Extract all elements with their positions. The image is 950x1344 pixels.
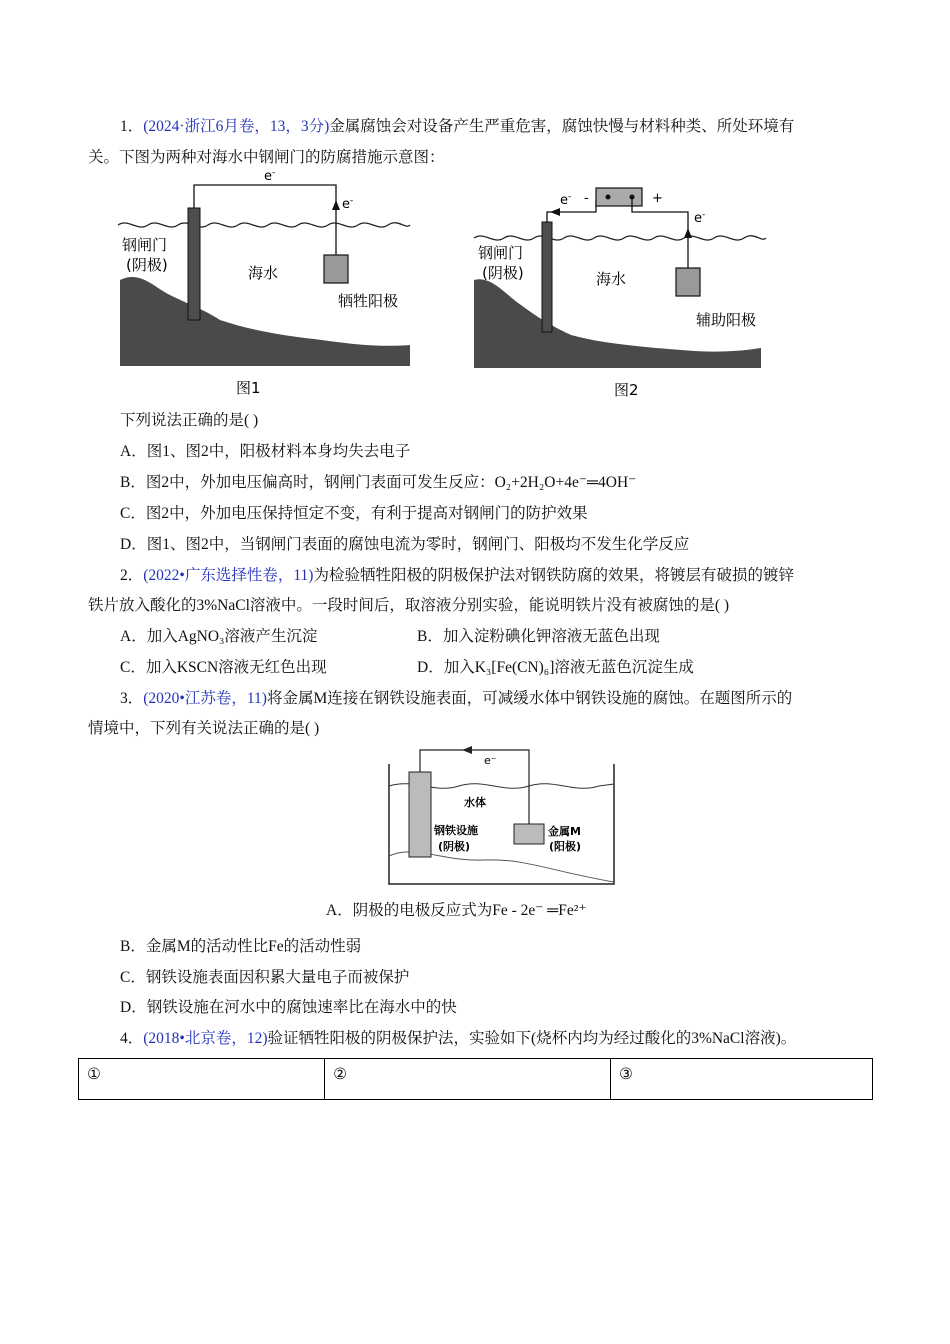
q4-experiment-table [78,1058,873,1100]
q1-number: 1． [120,118,144,135]
q1-source: (2024·浙江6月卷，13，3分) [143,118,330,135]
fig2-electron-label-left: e- [560,192,572,208]
fig3-metal-label: 金属M [548,825,581,838]
q3-number: 3． [120,690,144,707]
steel-gate-electrode [188,208,200,320]
fig2-electron-label-right: e- [694,210,706,226]
q3-line1 [120,688,792,710]
q1-question: 下列说法正确的是( ) [120,412,259,429]
fig1-electron-label-side: e- [342,196,354,212]
fig2-gate-label: 钢闸门 [478,244,524,262]
table-row [79,1059,873,1100]
fig2-minus-label: - [584,191,589,206]
q2-source: (2022•广东选择性卷，11) [143,567,314,584]
steel-gate-electrode-2 [542,222,552,332]
q1-line2: 关。下图为两种对海水中钢闸门的防腐措施示意图： [88,149,445,166]
sacrificial-anode-block [324,255,348,283]
fig1-gate-label: 钢闸门 [122,236,168,254]
q2-line2: 铁片放入酸化的3%NaCl溶液中。一段时间后，取溶液分别实验，能说明铁片没有被腐蚀的是( ) [88,597,730,614]
q4-source: (2018•北京卷，12) [143,1030,268,1047]
q3-option-a: A．阴极的电极反应式为Fe - 2e⁻ ═Fe²⁺ [326,902,587,919]
q3-stem-part1: 将金属M连接在钢铁设施表面，可减缓水体中钢铁设施的腐蚀。在题图所示的 [266,690,793,707]
q4-stem: 验证牺牲阳极的阴极保护法，实验如下(烧杯内均为经过酸化的3%NaCl溶液)。 [267,1030,797,1047]
q4-line1 [120,1028,796,1050]
q1-option-c: C．图2中，外加电压保持恒定不变，有利于提高对钢闸门的防护效果 [120,505,588,522]
fig3-water-label: 水体 [464,796,486,809]
q2-option-b: B．加入淀粉碘化钾溶液无蓝色出现 [417,628,660,645]
q4-number: 4． [120,1030,144,1047]
fig3-steel-label: 钢铁设施 [434,824,478,837]
fig3-metal-role: (阳极) [549,840,582,853]
q1-option-a: A．图1、图2中，阳极材料本身均失去电子 [120,443,411,460]
fig2-sea-label: 海水 [596,270,627,288]
auxiliary-anode-block [676,268,700,296]
q1-line1 [120,116,794,138]
fig1-electron-label-top: e- [264,170,276,184]
q2-line1 [120,565,794,587]
q1-stem-part1: 金属腐蚀会对设备产生严重危害，腐蚀快慢与材料种类、所处环境有 [329,118,795,135]
steel-facility-electrode [409,772,431,857]
table-header-1: ① [79,1059,325,1100]
fig2-cathode-label: (阴极) [482,264,524,282]
fig1-anode-label: 牺牲阳极 [338,292,399,310]
q3-option-c: C．钢铁设施表面因积累大量电子而被保护 [120,969,410,986]
q3-source: (2020•江苏卷，11) [143,690,267,707]
fig1-caption: 图1 [236,379,261,397]
figure-2-impressed-current [466,180,776,405]
figure-3-metal-m-protection [384,744,620,890]
fig2-plus-label: + [652,191,663,206]
table-header-3: ③ [610,1059,872,1100]
fig3-electron-label: e⁻ [484,754,497,767]
fig3-steel-role: (阴极) [438,840,471,853]
q1-option-d: D．图1、图2中，当钢闸门表面的腐蚀电流为零时，钢闸门、阳极均不发生化学反应 [120,536,690,553]
metal-m-electrode [514,824,544,844]
fig1-sea-label: 海水 [248,264,279,282]
q2-option-a: A．加入AgNO₃溶液产生沉淀 [120,628,318,645]
power-supply [596,188,642,206]
q2-option-d: D．加入K₃[Fe(CN)₆]溶液无蓝色沉淀生成 [417,659,694,676]
q1-option-b: B．图2中，外加电压偏高时，钢闸门表面可发生反应：O₂+2H₂O+4e⁻═4OH⁻ [120,474,637,491]
fig2-anode-label: 辅助阳极 [696,311,757,329]
q2-number: 2． [120,567,144,584]
q2-option-c: C．加入KSCN溶液无红色出现 [120,659,327,676]
q2-stem-part1: 为检验牺牲阳极的阴极保护法对钢铁防腐的效果，将镀层有破损的镀锌 [313,567,794,584]
q3-option-b: B．金属M的活动性比Fe的活动性弱 [120,938,362,955]
q3-line2: 情境中，下列有关说法正确的是( ) [88,720,320,737]
q3-option-d: D．钢铁设施在河水中的腐蚀速率比在海水中的快 [120,999,457,1016]
table-header-2: ② [325,1059,611,1100]
fig1-cathode-label: (阴极) [126,256,168,274]
figure-1-sacrificial-anode [110,170,420,400]
fig2-caption: 图2 [614,381,639,399]
